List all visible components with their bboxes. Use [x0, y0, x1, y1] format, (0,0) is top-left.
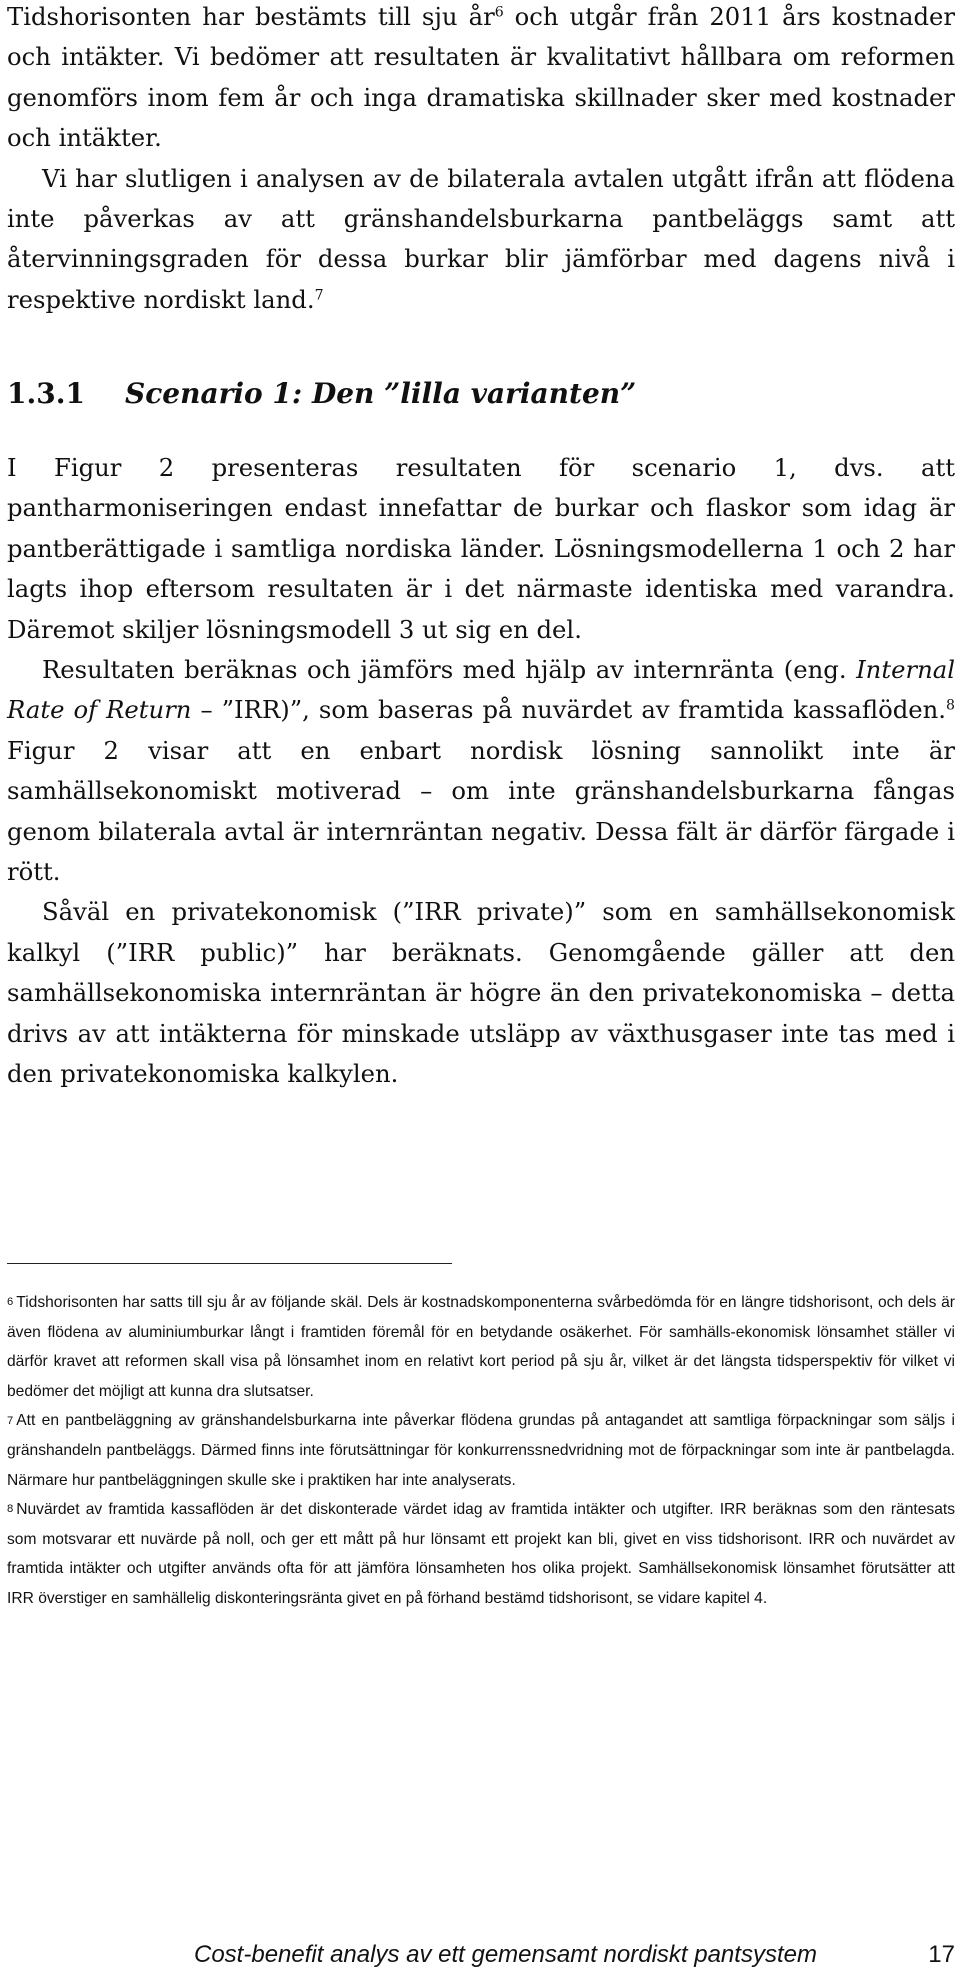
paragraph-bilateral-agreements — [7, 159, 955, 321]
footnote-text: Att en pantbeläggning av gränshandelsburkarna inte påverkar flödena grundas på antagandet att samtliga förpackningar som säljs i gränshandeln pantbeläggs. Därmed finns inte förutsättningar för konkurrenssnedvridning mot de förpackningar som inte är pantbelagda. Närmare hur pantbeläggningen skulle ske i praktiken har inte analyserats. — [7, 1412, 955, 1489]
footnote-text: Nuvärdet av framtida kassaflöden är det diskonterade värdet idag av framtida intäkter och utgifter. IRR beräknas som den räntesats som motsvarar ett nuvärde på noll, och ger ett mått på hur lönsamt ett projekt kan bli, givet en viss tidshorisont. IRR och nuvärdet av framtida intäkter och utgifter används ofta för att jämföra lönsamheten hos olika projekt. Samhällsekonomisk lönsamhet förutsätter att IRR överstiger en samhällelig diskonteringsränta givet en på förhand bestämd tidshorisont, se vidare kapitel 4. — [7, 1501, 955, 1607]
footnote-marker: 8 — [7, 1503, 14, 1516]
footnote-marker: 6 — [7, 1296, 14, 1309]
footnote-divider — [7, 1263, 452, 1264]
paragraph-text: Figur 2 visar att en enbart nordisk lösning sannolikt inte är samhällsekonomiskt motiverad – om inte gränshandelsburkarna fångas genom bilaterala avtal är internräntan negativ. Dessa fält är därför färgade i rött. — [7, 735, 955, 887]
footnote-8 — [7, 1495, 955, 1613]
paragraph-time-horizon — [7, 0, 955, 159]
footnote-ref-6[interactable]: 6 — [494, 4, 504, 21]
paragraph-text: Tidshorisonten har bestämts till sju år — [7, 2, 495, 31]
paragraph-irr — [7, 650, 955, 892]
footnotes — [7, 1288, 955, 1614]
section-text-block — [7, 448, 955, 1095]
footnote-ref-7[interactable]: 7 — [314, 287, 324, 304]
footnote-ref-8[interactable]: 8 — [946, 697, 955, 714]
paragraph-text: och utgår från 2011 års kostnader och intäkter. Vi bedömer att resultaten är kvalitativt hållbara om reformen genomförs inom fem år och inga dramatiska skillnader sker med kostnader och intäkter. — [7, 2, 955, 153]
footnote-6 — [7, 1288, 955, 1406]
section-heading — [7, 377, 955, 410]
paragraph-private-public: Såväl en privatekonomisk (”IRR private)” som en samhällsekonomisk kalkyl (”IRR public)” har beräknats. Genomgående gäller att den samhällsekonomiska internräntan är högre än den privatekonomiska – detta drivs av att intäkterna för minskade utsläpp av växthusgaser inte tas med i den privatekonomiska kalkylen. — [7, 897, 955, 1089]
footnote-marker: 7 — [7, 1414, 14, 1427]
paragraph-text: Resultaten beräknas och jämförs med hjälp av internränta (eng. — [42, 655, 857, 685]
paragraph-text: – ”IRR)”, som baseras på nuvärdet av framtida kassaflöden. — [191, 695, 947, 725]
paragraph-text: Vi har slutligen i analysen av de bilaterala avtalen utgått ifrån att flödena inte påverkas av att gränshandelsburkarna pantbeläggs samt att återvinningsgraden för dessa burkar blir jämförbar med dagens nivå i respektive nordiskt land. — [7, 163, 955, 314]
irr-term: Internal Rate of Return — [7, 655, 955, 725]
footnote-text: Tidshorisonten har satts till sju år av följande skäl. Dels är kostnadskomponenterna svårbedömda för en längre tidshorisont, och dels är även flödena av aluminiumburkar långt i framtiden föremål för en betydande osäkerhet. För samhälls-ekonomisk lönsamhet ställer vi därför kravet att reformen skall visa på lönsamhet inom en relativt kort period på sju år, vilket är det längsta tidsperspektiv för vilket vi bedömer det möjligt att kunna dra slutsatser. — [7, 1294, 955, 1400]
paragraph-figure-2-intro: I Figur 2 presenteras resultaten för scenario 1, dvs. att pantharmoniseringen endast innefattar de burkar och flaskor som idag är pantberättigade i samtliga nordiska länder. Lösningsmodellerna 1 och 2 har lagts ihop eftersom resultaten är i det närmaste identiska med varandra. Däremot skiljer lösningsmodell 3 ut sig en del. — [7, 453, 955, 644]
intro-text-block — [7, 0, 955, 320]
footnote-7 — [7, 1406, 955, 1495]
footer-title: Cost-benefit analys av ett gemensamt nordiskt pantsystem — [194, 1941, 817, 1968]
page-number: 17 — [928, 1941, 955, 1968]
section-number: 1.3.1 — [7, 377, 85, 410]
document-page — [7, 0, 955, 1983]
section-title: Scenario 1: Den ”lilla varianten” — [125, 377, 637, 410]
